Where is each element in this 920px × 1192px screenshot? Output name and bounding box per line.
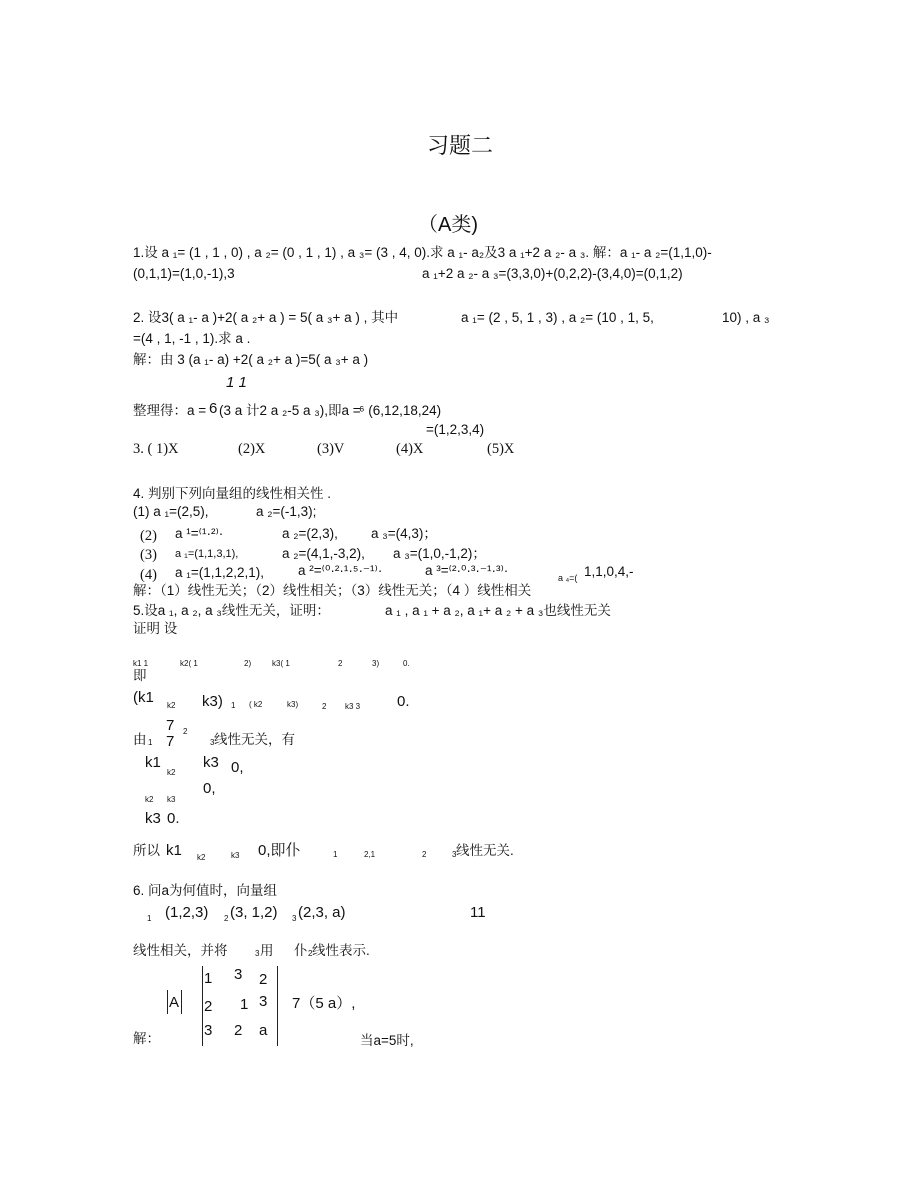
problem-5-you: 由: [133, 732, 147, 747]
problem-2-line-3: 解：由 3 (a ₁- a) +2( a ₂+ a )=5( a ₃+ a ): [133, 352, 369, 367]
det-result: 7（5 a）,: [292, 995, 356, 1012]
problem-3-item-1: 3. ( 1)X: [133, 441, 179, 457]
problem-6-line-3c: 用: [260, 943, 274, 958]
problem-5-alpha-bottom: 7: [166, 733, 175, 750]
problem-4-title: 4. 判别下列向量组的线性相关性 .: [133, 486, 332, 501]
problem-6-line-3b: 3: [255, 949, 260, 958]
problem-3-item-4: (4)X: [396, 441, 424, 457]
problem-4-row-3-a2: a ₂=(4,1,-3,2),: [282, 546, 365, 561]
problem-5-eq-term-4: k3( 1: [272, 659, 290, 668]
problem-5-conclusion-sub-1: 1: [333, 850, 338, 859]
problem-6-when: 当a=5时,: [360, 1033, 414, 1048]
problem-5-conclusion-sub-2: 2,1: [364, 850, 376, 859]
problem-5-eq-term-1: k1 1: [133, 659, 149, 668]
matrix-cell-3-3: a: [259, 1022, 268, 1039]
problem-6-line-3d: 仆: [294, 943, 308, 958]
problem-4-row-4-a4-value: 1,1,0,4,-: [584, 564, 634, 579]
problem-6-solution-label: 解：: [133, 1031, 160, 1046]
problem-1-line-2b: a ₁+2 a ₂- a ₃=(3,3,0)+(0,2,2)-(3,4,0)=(0,1,2): [422, 266, 683, 281]
det-bar-right-a: [181, 990, 182, 1014]
problem-5-sys-2-zero: 0,: [203, 780, 216, 797]
problem-4-row-1a: (1) a ₁=(2,5),: [133, 504, 209, 519]
page-title: 习题二: [427, 133, 494, 158]
det-label: A: [169, 994, 180, 1011]
problem-5-alpha-top: 7: [166, 717, 175, 734]
det-bar-left: [202, 966, 203, 1046]
problem-5-line-2: 证明 设: [133, 621, 178, 636]
problem-3-item-3: (3)V: [317, 441, 345, 457]
problem-4-row-2-a2: a ₂=(2,3),: [282, 526, 338, 541]
problem-5-coef-k3: k3): [202, 693, 223, 710]
problem-5-sys-2-k3: k3: [167, 795, 176, 804]
problem-5-conclusion-k3: k3: [231, 851, 240, 860]
matrix-cell-1-2: 3: [234, 966, 243, 983]
problem-5-eq-term-5: 2: [338, 659, 343, 668]
problem-6-alpha-3-value: (2,3, a): [298, 904, 346, 921]
problem-5-conclusion-sub-3: 2: [422, 850, 427, 859]
problem-6-alpha-1-value: (1,2,3): [165, 904, 209, 921]
problem-5-sys-1-k1: k1: [145, 754, 161, 771]
problem-2-line-5b: 6: [209, 400, 218, 417]
det-bar-right: [277, 966, 278, 1046]
problem-5-sys-3-k3: k3: [145, 810, 161, 827]
problem-6-alpha-2-value: (3, 1,2): [230, 904, 278, 921]
problem-3-item-5: (5)X: [487, 441, 515, 457]
problem-2-line-5c: (3 a 计2 a ₂-5 a ₃),即a =: [219, 403, 361, 418]
problem-6-fraction: 11: [470, 904, 486, 921]
problem-2-line-1c: 10) , a ₃: [722, 310, 770, 325]
problem-5-eq-term-6: 3): [372, 659, 380, 668]
problem-5-conclusion-k2: k2: [197, 853, 206, 862]
problem-5-coef-k2: k2: [167, 701, 176, 710]
problem-5-eq-term-3: 2): [244, 659, 252, 668]
problem-6-line-3a: 线性相关，并将: [133, 943, 228, 958]
problem-5-zero: 0.: [397, 693, 410, 710]
problem-5-alpha-3-sub: 3: [210, 738, 215, 747]
matrix-cell-2-3: 3: [259, 993, 268, 1010]
problem-2-line-5d: ⁶ (6,12,18,24): [359, 403, 442, 418]
problem-2-line-1b: a ₁= (2 , 5, 1 , 3) , a ₂= (10 , 1, 5,: [461, 310, 654, 325]
problem-5-coef-k3-close: k3): [287, 700, 299, 709]
problem-5-you-sub: 1: [148, 738, 153, 747]
problem-4-row-1b: a ₂=(-1,3);: [256, 504, 317, 519]
problem-4-row-3-a1: a ₁=(1,1,3,1),: [175, 548, 239, 560]
problem-5-sys-2-k2: k2: [145, 795, 154, 804]
problem-5-k3-alpha-3: k3 3: [345, 702, 361, 711]
problem-5-sys-3-zero: 0.: [167, 810, 180, 827]
matrix-cell-2-2: 1: [240, 996, 249, 1013]
problem-6-alpha-1-sub: 1: [147, 914, 152, 923]
problem-2-line-5a: 整理得：a =: [133, 403, 207, 418]
problem-4-row-4-label: (4): [140, 567, 157, 583]
matrix-cell-3-2: 2: [234, 1022, 243, 1039]
matrix-cell-2-1: 2: [204, 998, 213, 1015]
problem-5-conclusion-text: 线性无关.: [456, 843, 514, 858]
problem-4-row-2-a1: a ¹=⁽¹·²⁾·: [175, 526, 224, 541]
problem-5-sys-1-k2: k2: [167, 768, 176, 777]
problem-2-fraction-ones: 1 1: [226, 374, 247, 391]
problem-5-alpha-top-sub: 2: [183, 727, 188, 736]
problem-4-row-2-a3: a ₃=(4,3)；: [371, 526, 437, 541]
problem-5-alpha-2: 2: [322, 702, 327, 711]
problem-3-item-2: (2)X: [238, 441, 266, 457]
problem-4-row-2-label: (2): [140, 528, 157, 544]
problem-2-line-2: =(4 , 1, -1 , 1).求 a .: [133, 331, 251, 346]
problem-5-eq-term-2: k2( 1: [180, 659, 198, 668]
problem-4-row-3-a3: a ₃=(1,0,-1,2)；: [393, 546, 486, 561]
problem-5-conclusion-so: 所以: [133, 843, 160, 858]
problem-6-line-3e: 2: [308, 949, 313, 958]
problem-5-line-1b: a ₁ , a ₁ + a ₂, a ₁+ a ₂ + a ₃也线性无关: [385, 603, 611, 618]
problem-1-line-1: 1.设 a ₁= (1 , 1 , 0) , a ₂= (0 , 1 , 1) , a ₃= (3 , 4, 0).求 a ₁- a₂及3 a ₁+2 a ₂- a ₃. 解：a ₁- a ₂=(1,1,0)-: [133, 245, 712, 260]
problem-6-alpha-3-sub: 3: [292, 914, 297, 923]
problem-5-conclusion-k1: k1: [166, 842, 182, 859]
section-heading: （A类): [418, 214, 478, 236]
problem-4-answer: 解：（1）线性无关；（2）线性相关；（3）线性无关；（4 ）线性相关: [133, 583, 532, 598]
problem-4-row-4-a4-label: a ₄=(: [558, 573, 578, 583]
det-bar-left-a: [167, 990, 168, 1014]
problem-1-line-2a: (0,1,1)=(1,0,-1),3: [133, 266, 235, 281]
problem-4-row-3-label: (3): [140, 547, 157, 563]
problem-5-ji: 即: [133, 668, 147, 683]
problem-5-conclusion-zero: 0,即仆: [258, 842, 301, 859]
problem-5-alpha-1: 1: [231, 701, 236, 710]
matrix-cell-3-1: 3: [204, 1022, 213, 1039]
problem-5-coef-k2k3: ( k2: [249, 700, 263, 709]
problem-5-sys-1-k3: k3: [203, 754, 219, 771]
problem-5-eq-term-7: 0.: [403, 659, 410, 668]
problem-5-line-1a: 5.设a ₁, a ₂, a ₃线性无关，证明：: [133, 603, 330, 618]
problem-2-line-6: =(1,2,3,4): [426, 422, 485, 437]
problem-5-coef-k1: (k1: [133, 689, 154, 706]
problem-5-sys-1-zero: 0,: [231, 759, 244, 776]
matrix-cell-1-3: 2: [259, 971, 268, 988]
matrix-cell-1-1: 1: [204, 970, 213, 987]
problem-5-independent-text: 线性无关，有: [214, 732, 295, 747]
problem-4-row-4-a1: a ₁=(1,1,2,2,1),: [175, 565, 264, 580]
problem-5-conclusion-sub-4: 3: [452, 850, 457, 859]
problem-6-line-1: 6. 问a为何值时，向量组: [133, 883, 278, 898]
problem-4-row-4-a3: a ³=⁽²·⁰·³·⁻¹·³⁾·: [425, 563, 509, 578]
problem-2-line-1a: 2. 设3( a ₁- a )+2( a ₂+ a ) = 5( a ₃+ a ) , 其中: [133, 310, 399, 325]
problem-4-row-4-a2: a ²=⁽⁰·²·¹·⁵·⁻¹⁾·: [298, 563, 383, 578]
problem-6-line-3f: 线性表示.: [312, 943, 370, 958]
problem-6-alpha-2-sub: 2: [224, 914, 229, 923]
